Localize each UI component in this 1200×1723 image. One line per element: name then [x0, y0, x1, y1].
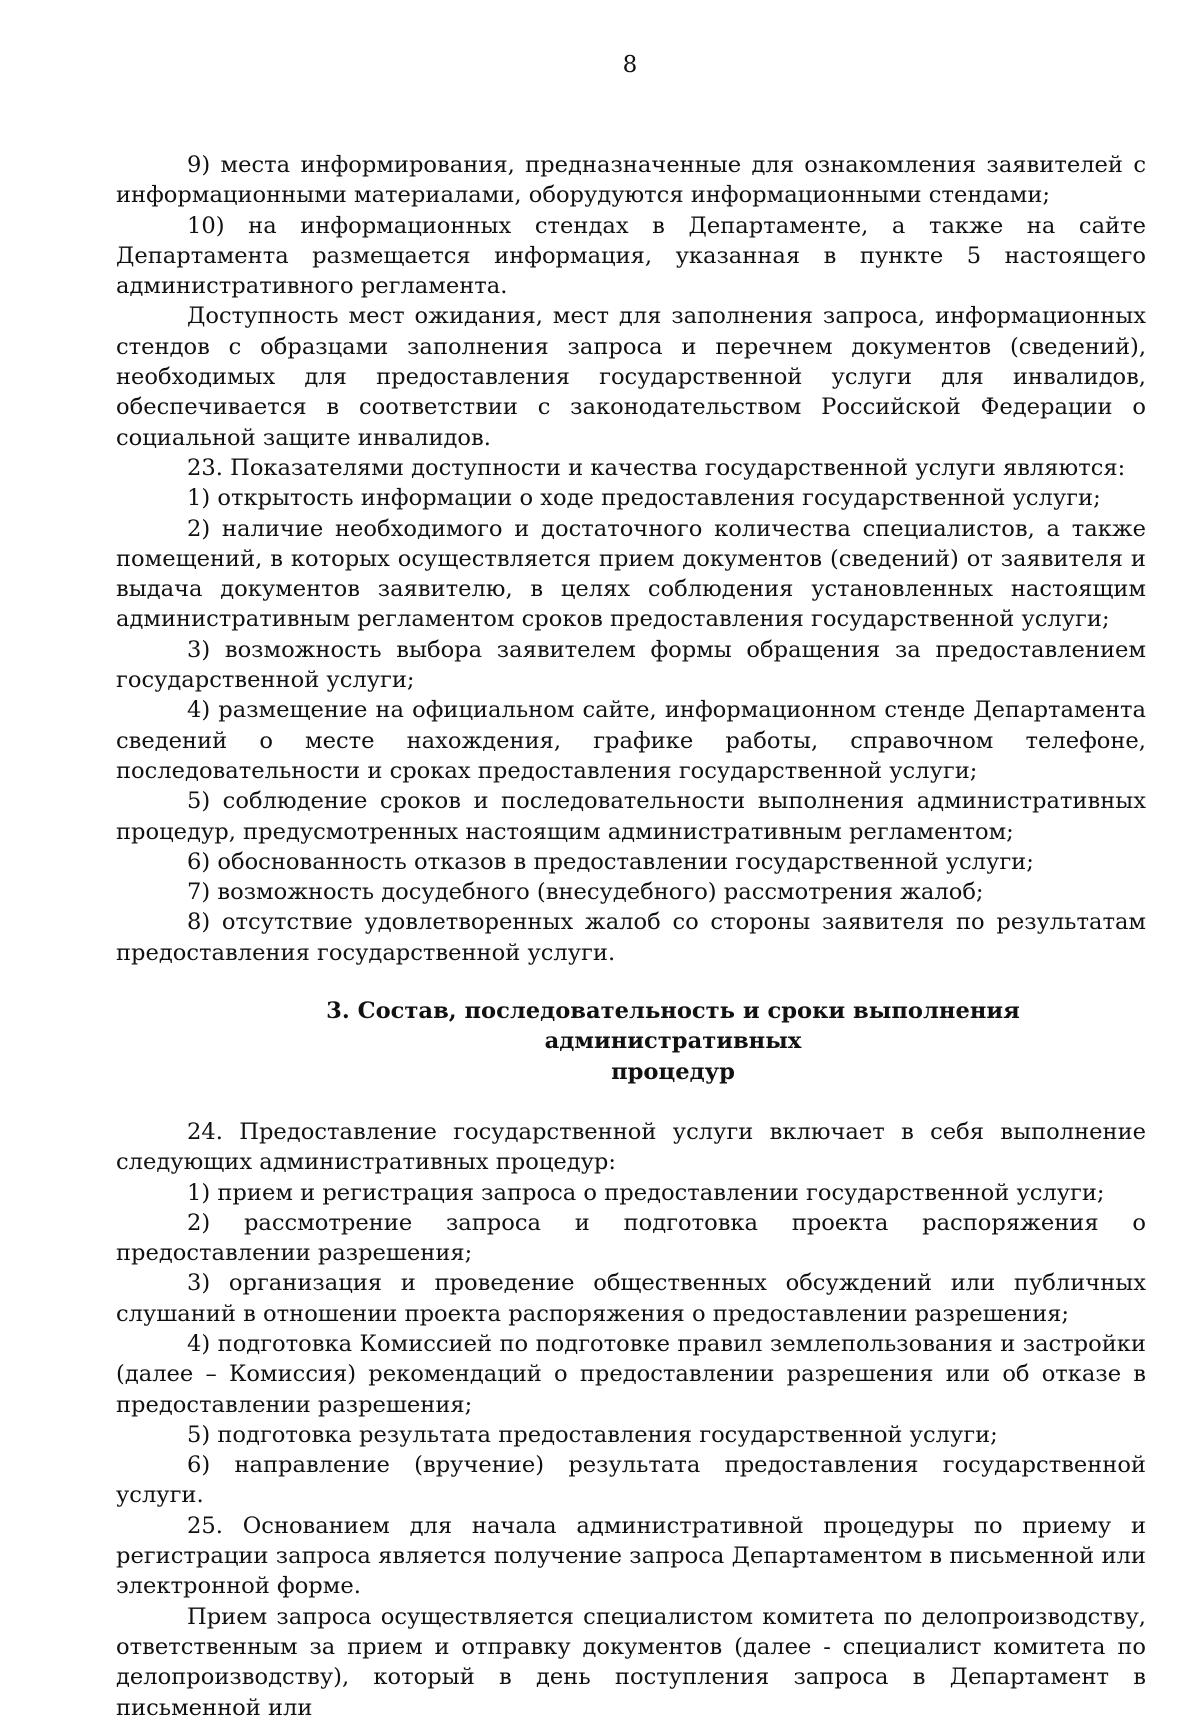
paragraph-request-intake: Прием запроса осуществляется специалистом комитета по делопроизводству, ответственным за прием и отправку документов (далее - специалист комитета по делопроизводству), который в день поступления запроса в Департамент в письменной или: [116, 1603, 1146, 1721]
paragraph-clause-24: 24. Предоставление государственной услуги включает в себя выполнение следующих административных процедур:: [116, 1118, 1146, 1176]
paragraph-indicator-8: 8) отсутствие удовлетворенных жалоб со стороны заявителя по результатам предоставления государственной услуги.: [116, 909, 1146, 966]
section-heading: [116, 996, 1146, 1087]
paragraph-accessibility: Доступность мест ожидания, мест для заполнения запроса, информационных стендов с образцами заполнения запроса и перечнем документов (сведений), необходимых для предоставления государственной услуги для инвалидов, обеспечивается в соответствии с законодательством Российской Федерации о социальной защите инвалидов.: [116, 303, 1146, 451]
document-body: [116, 150, 1146, 1723]
paragraph-procedure-5: 5) подготовка результата предоставления государственной услуги;: [187, 1421, 998, 1448]
paragraph-procedure-2: 2) рассмотрение запроса и подготовка проекта распоряжения о предоставлении разрешения;: [116, 1209, 1146, 1267]
paragraph-indicator-4: 4) размещение на официальном сайте, информационном стенде Департамента сведений о месте нахождения, графике работы, справочном телефоне, последовательности и сроках предоставления государственной услуги;: [116, 697, 1146, 784]
paragraph-procedure-4: 4) подготовка Комиссией по подготовке правил землепользования и застройки (далее – Комиссия) рекомендаций о предоставлении разрешения или об отказе в предоставлении разрешения;: [116, 1330, 1146, 1418]
paragraph-item-10: 10) на информационных стендах в Департаменте, а также на сайте Департамента размещается информация, указанная в пункте 5 настоящего административного регламента.: [116, 212, 1146, 300]
paragraph-indicator-2: 2) наличие необходимого и достаточного количества специалистов, а также помещений, в которых осуществляется прием документов (сведений) от заявителя и выдача документов заявителю, в целях соблюдения установленных настоящим административным регламентом сроков предоставления государственной услуги;: [116, 515, 1146, 633]
paragraph-indicator-1: 1) открытость информации о ходе предоставления государственной услуги;: [187, 485, 1101, 512]
paragraph-procedure-6: 6) направление (вручение) результата предоставления государственной услуги.: [116, 1452, 1146, 1509]
paragraph-item-9: 9) места информирования, предназначенные для ознакомления заявителей с информационными материалами, оборудуются информационными стендами;: [116, 152, 1146, 209]
paragraph-indicator-3: 3) возможность выбора заявителем формы обращения за предоставлением государственной услуги;: [116, 636, 1146, 694]
paragraph-indicator-6: 6) обоснованность отказов в предоставлении государственной услуги;: [187, 848, 1034, 875]
paragraph-clause-23: 23. Показателями доступности и качества государственной услуги являются:: [187, 454, 1126, 481]
paragraph-procedure-3: 3) организация и проведение общественных обсуждений или публичных слушаний в отношении проекта распоряжения о предоставлении разрешения;: [116, 1270, 1146, 1327]
paragraph-procedure-1: 1) прием и регистрация запроса о предоставлении государственной услуги;: [187, 1179, 1105, 1206]
paragraph-clause-25: 25. Основанием для начала административной процедуры по приему и регистрации запроса является получение запроса Департаментом в письменной или электронной форме.: [116, 1512, 1146, 1600]
section-heading-line-1: 3. Состав, последовательность и сроки выполнения административных: [326, 998, 1020, 1055]
page-number: 8: [622, 52, 638, 78]
paragraph-indicator-7: 7) возможность досудебного (внесудебного) рассмотрения жалоб;: [187, 879, 984, 906]
section-heading-line-2: процедур: [611, 1058, 735, 1085]
paragraph-indicator-5: 5) соблюдение сроков и последовательности выполнения административных процедур, предусмотренных настоящим административным регламентом;: [116, 788, 1146, 845]
